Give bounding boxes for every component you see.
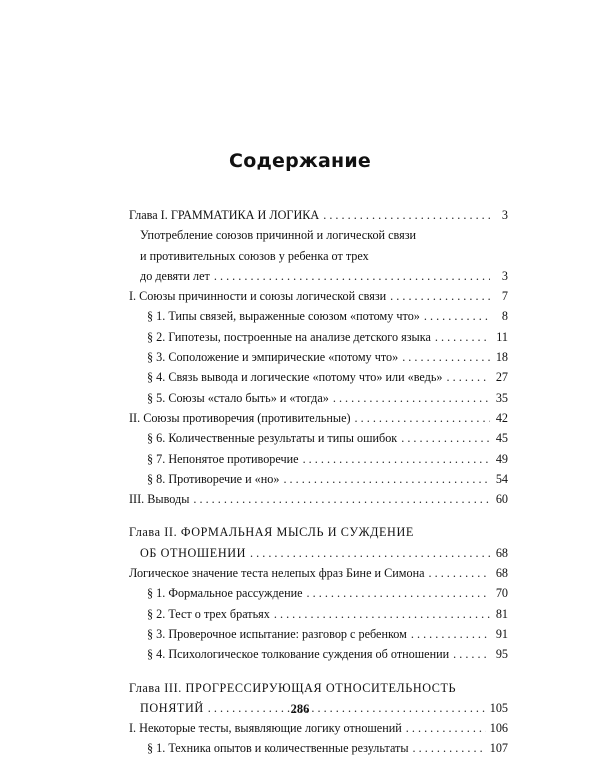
toc-entry-title: I. Союзы причинности и союзы логической связи	[129, 289, 387, 304]
dot-leader	[333, 388, 490, 408]
toc-entry-title: § 1. Техника опытов и количественные результаты	[147, 741, 409, 756]
toc-page-number: 70	[495, 586, 508, 601]
toc-page-number: 54	[495, 471, 508, 486]
dot-leader	[355, 408, 490, 428]
toc-entry-chapter-1[interactable]	[129, 205, 508, 225]
dot-leader	[453, 644, 490, 664]
toc-entry-section-4[interactable]	[129, 644, 508, 664]
toc-page-number: 49	[495, 451, 508, 466]
toc-entry-section-8[interactable]	[129, 469, 508, 489]
toc-entry-title: § 2. Гипотезы, построенные на анализе детского языка	[147, 329, 431, 344]
toc-page-number: 68	[495, 566, 508, 581]
toc-entry-title: § 5. Союзы «стало быть» и «тогда»	[147, 390, 329, 405]
toc-page-number: 8	[501, 309, 508, 324]
toc-page-number: 42	[495, 410, 508, 425]
toc-page-number: 107	[489, 741, 508, 756]
toc-entry-title: § 2. Тест о трех братьях	[147, 606, 270, 621]
toc-page-number: 7	[501, 289, 508, 304]
toc-entry-section-3[interactable]	[129, 347, 508, 367]
toc-entry-title: до девяти лет	[140, 268, 210, 283]
dot-leader	[424, 306, 490, 326]
toc-entry-part-1[interactable]	[129, 286, 508, 306]
dot-leader	[303, 449, 490, 469]
toc-entry-section-1[interactable]	[129, 738, 508, 758]
toc-page-number: 95	[495, 647, 508, 662]
toc-entry-intro[interactable]	[129, 563, 508, 583]
table-of-contents	[129, 205, 508, 759]
dot-leader	[413, 738, 486, 758]
toc-entry-title: ПОНЯТИЙ	[140, 700, 204, 715]
toc-page-number: 68	[495, 545, 508, 560]
toc-entry-section-2[interactable]	[129, 327, 508, 347]
toc-page-number: 3	[501, 208, 508, 222]
toc-entry-title: Логическое значение теста нелепых фраз Бине и Симона	[129, 566, 425, 581]
dot-leader	[250, 543, 490, 563]
toc-entry-section-6[interactable]	[129, 428, 508, 448]
toc-entry-title: § 3. Проверочное испытание: разговор с ребенком	[147, 626, 407, 641]
toc-entry-part-3[interactable]	[129, 489, 508, 509]
toc-entry-title: I. Некоторые тесты, выявляющие логику отношений	[129, 721, 402, 736]
toc-entry-section-2[interactable]	[129, 604, 508, 624]
toc-entry-section-3[interactable]	[129, 624, 508, 644]
dot-leader	[323, 205, 490, 225]
dot-leader	[406, 718, 486, 738]
toc-entry-section-4[interactable]	[129, 367, 508, 387]
toc-page-number: 106	[489, 721, 508, 736]
toc-page-number: 60	[495, 492, 508, 507]
toc-entry-title: § 7. Непонятое противоречие	[147, 451, 299, 466]
toc-entry-title: ОБ ОТНОШЕНИИ	[140, 545, 247, 560]
dot-leader	[429, 563, 491, 583]
toc-entry-title: § 8. Противоречие и «но»	[147, 471, 280, 486]
toc-page-number: 18	[495, 350, 508, 365]
dot-leader	[214, 266, 490, 286]
page-title: Содержание	[229, 150, 371, 172]
dot-leader	[390, 286, 490, 306]
toc-entry-title: § 4. Связь вывода и логические «потому что» или «ведь»	[147, 370, 443, 385]
dot-leader	[283, 469, 490, 489]
toc-entry-title: Глава I. ГРАММАТИКА И ЛОГИКА	[129, 208, 320, 222]
toc-entry-part-1[interactable]	[129, 718, 508, 738]
toc-page-number: 91	[495, 626, 508, 641]
toc-page-number: 45	[495, 431, 508, 446]
dot-leader	[402, 347, 490, 367]
toc-chapter-title-line: Глава III. ПРОГРЕССИРУЮЩАЯ ОТНОСИТЕЛЬНОСТЬ	[129, 680, 457, 695]
dot-leader	[401, 428, 490, 448]
toc-page-number: 105	[489, 700, 508, 715]
toc-entry-title: II. Союзы противоречия (противительные)	[129, 410, 351, 425]
toc-entry-chapter-2[interactable]	[129, 543, 508, 563]
toc-entry-title: § 1. Типы связей, выраженные союзом «потому что»	[147, 309, 420, 324]
toc-entry-section-5[interactable]	[129, 388, 508, 408]
toc-page-number: 81	[495, 606, 508, 621]
toc-entry-intro[interactable]	[129, 266, 508, 286]
toc-entry-title: § 4. Психологическое толкование суждения об отношении	[147, 647, 450, 662]
dot-leader	[193, 489, 490, 509]
toc-entry-title: III. Выводы	[129, 492, 190, 507]
dot-leader	[307, 583, 490, 603]
toc-chapter-2	[129, 522, 508, 664]
toc-page-number: 35	[495, 390, 508, 405]
toc-entry-title: § 6. Количественные результаты и типы ошибок	[147, 431, 398, 446]
toc-entry-intro-line: и противительных союзов у ребенка от трех	[140, 248, 369, 263]
toc-entry-title: § 3. Соположение и эмпирические «потому что»	[147, 350, 399, 365]
dot-leader	[435, 327, 490, 347]
dot-leader	[411, 624, 490, 644]
toc-page-number: 11	[496, 329, 508, 344]
toc-page-number: 27	[495, 370, 508, 385]
dot-leader	[274, 604, 490, 624]
toc-entry-section-7[interactable]	[129, 449, 508, 469]
toc-chapter-title-line: Глава II. ФОРМАЛЬНАЯ МЫСЛЬ И СУЖДЕНИЕ	[129, 525, 414, 540]
toc-chapter-1	[129, 205, 508, 509]
toc-entry-part-2[interactable]	[129, 408, 508, 428]
toc-entry-intro-line: Употребление союзов причинной и логической связи	[140, 228, 417, 243]
page-number-folio: 286	[290, 702, 310, 716]
toc-entry-title: § 1. Формальное рассуждение	[147, 586, 303, 601]
toc-entry-section-1[interactable]	[129, 306, 508, 326]
toc-page-number: 3	[501, 268, 508, 283]
toc-entry-section-1[interactable]	[129, 583, 508, 603]
dot-leader	[447, 367, 490, 387]
toc-chapter-3	[129, 678, 508, 759]
